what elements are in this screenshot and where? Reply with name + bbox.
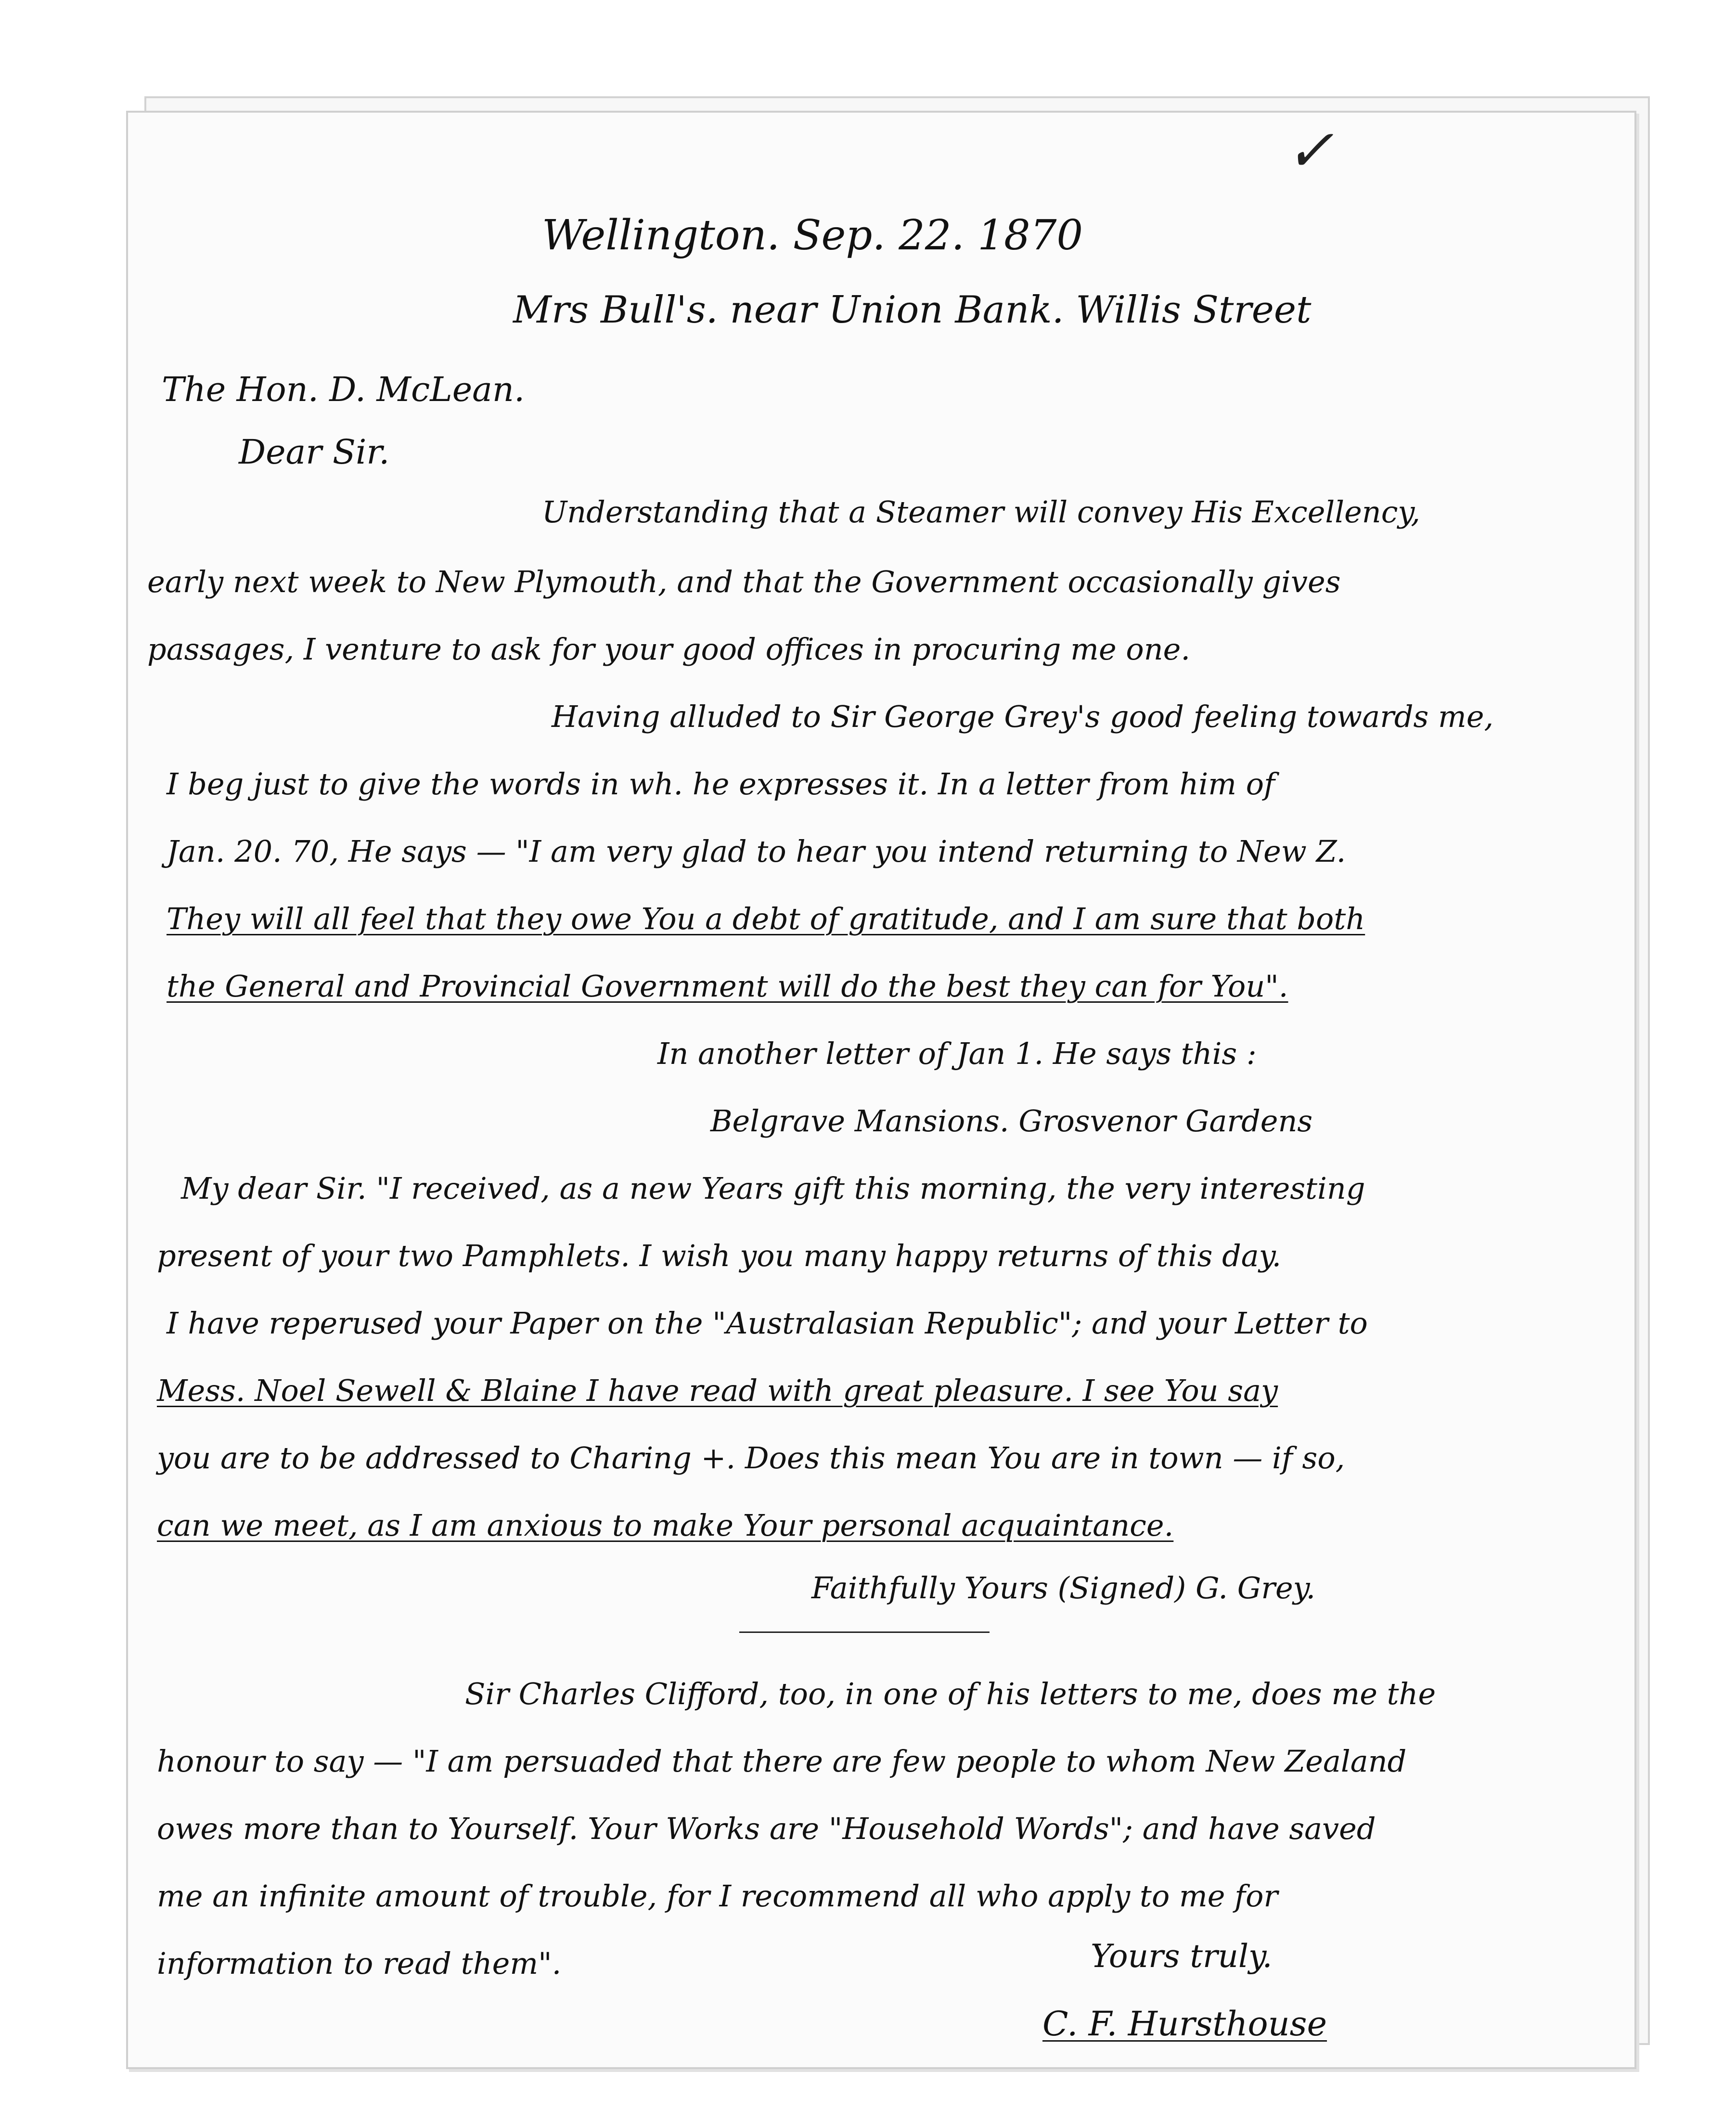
letter-page <box>126 111 1636 2069</box>
check-mark-icon: ✓ <box>1286 117 1334 184</box>
date-line: Wellington. Sep. 22. 1870 <box>542 211 1083 259</box>
section-divider <box>739 1631 990 1633</box>
quote-line-2: the General and Provincial Government will do the best they can for You". <box>167 969 1288 1004</box>
body2-line-3: owes more than to Yourself. Your Works are "Household Words"; and have saved <box>157 1811 1376 1846</box>
body2-line-1: Sir Charles Clifford, too, in one of his letters to me, does me the <box>465 1676 1436 1711</box>
letter-address-quote: Belgrave Mansions. Grosvenor Gardens <box>710 1103 1313 1139</box>
quote-line-5: I have reperused your Paper on the "Australasian Republic"; and your Letter to <box>167 1306 1368 1341</box>
recipient: The Hon. D. McLean. <box>162 370 525 409</box>
body2-line-2: honour to say — "I am persuaded that there are few people to whom New Zealand <box>157 1744 1407 1779</box>
body-line-2: early next week to New Plymouth, and that the Government occasionally gives <box>147 564 1341 599</box>
body-line-4: Having alluded to Sir George Grey's good feeling towards me, <box>552 699 1494 734</box>
body2-line-4: me an infinite amount of trouble, for I recommend all who apply to me for <box>157 1878 1278 1914</box>
body2-line-5: information to read them". <box>157 1946 562 1981</box>
quote-line-3: My dear Sir. "I received, as a new Years gift this morning, the very interesting <box>181 1171 1365 1206</box>
closing: Yours truly. <box>1091 1938 1273 1975</box>
quote-line-8: can we meet, as I am anxious to make Your personal acquaintance. <box>157 1508 1174 1543</box>
salutation: Dear Sir. <box>239 432 390 472</box>
quote-line-6: Mess. Noel Sewell & Blaine I have read with great pleasure. I see You say <box>157 1373 1278 1408</box>
address-line: Mrs Bull's. near Union Bank. Willis Street <box>513 288 1312 332</box>
quote-line-7: you are to be addressed to Charing +. Does this mean You are in town — if so, <box>157 1440 1345 1476</box>
quote-line-4: present of your two Pamphlets. I wish you many happy returns of this day. <box>157 1238 1282 1273</box>
body-line-9: In another letter of Jan 1. He says this : <box>657 1036 1257 1071</box>
signature: C. F. Hursthouse <box>1042 2004 1327 2044</box>
body-line-5: I beg just to give the words in wh. he expresses it. In a letter from him of <box>167 766 1275 802</box>
grey-signoff: Faithfully Yours (Signed) G. Grey. <box>811 1570 1316 1605</box>
body-line-6: Jan. 20. 70, He says — "I am very glad to hear you intend returning to New Z. <box>167 834 1346 869</box>
body-line-3: passages, I venture to ask for your good offices in procuring me one. <box>147 632 1191 667</box>
quote-line-1: They will all feel that they owe You a debt of gratitude, and I am sure that both <box>167 901 1365 936</box>
body-line-1: Understanding that a Steamer will convey His Excellency, <box>542 494 1420 530</box>
